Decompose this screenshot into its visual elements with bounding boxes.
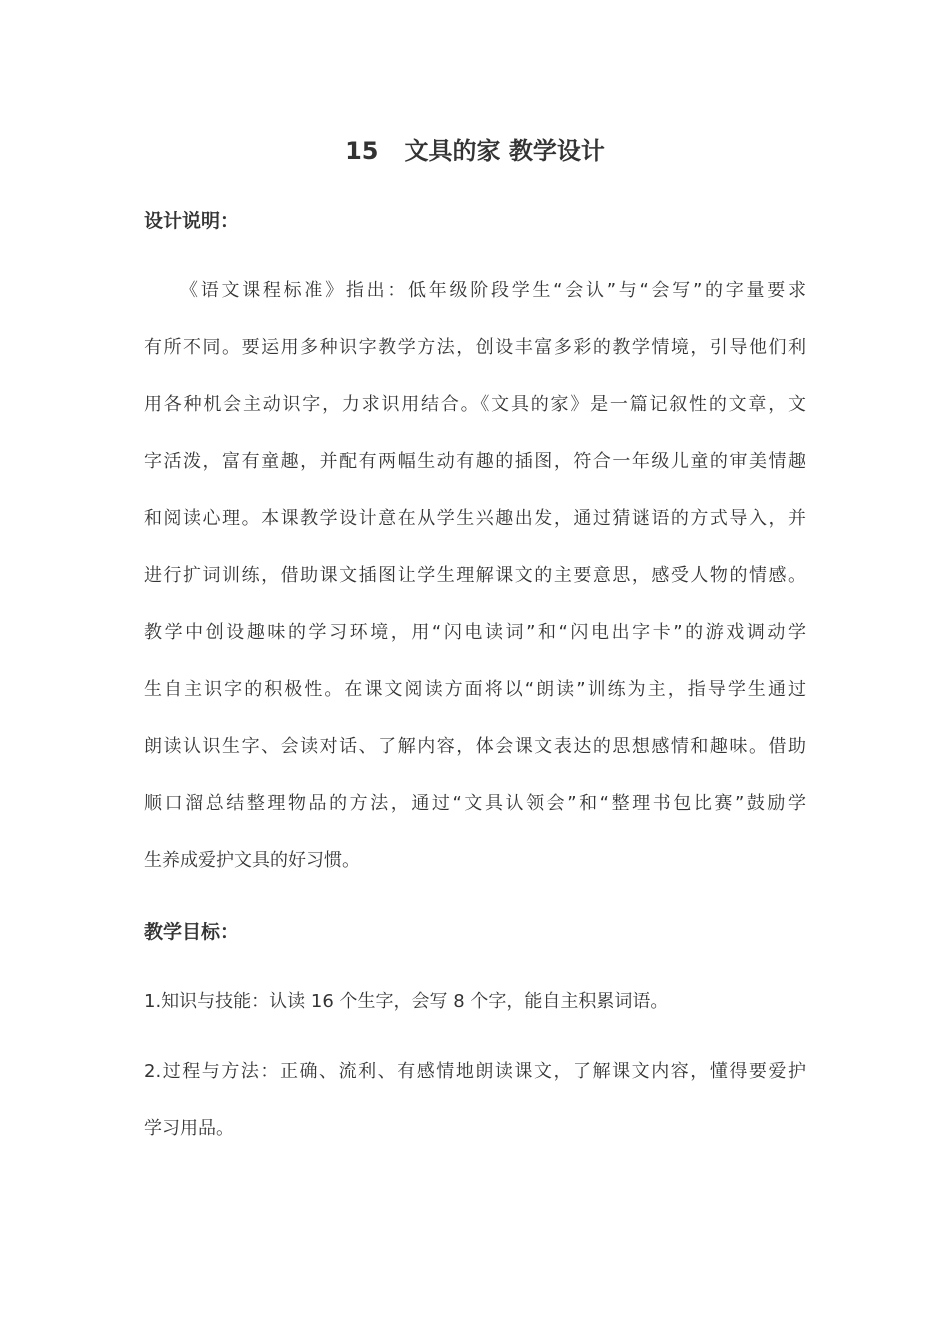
paragraph-line: 字活泼，富有童趣，并配有两幅生动有趣的插图，符合一年级儿童的审美情趣 xyxy=(144,451,806,472)
paragraph-line: 朗读认识生字、会读对话、了解内容，体会课文表达的思想感情和趣味。借助 xyxy=(144,736,806,757)
paragraph-line: 用各种机会主动识字，力求识用结合。《文具的家》是一篇记叙性的文章，文 xyxy=(144,394,806,415)
paragraph-line: 生养成爱护文具的好习惯。 xyxy=(144,850,360,871)
paragraph-line: 《语文课程标准》指出：低年级阶段学生“会认”与“会写”的字量要求 xyxy=(180,280,806,301)
goal-item-2-line: 2.过程与方法：正确、流利、有感情地朗读课文，了解课文内容，懂得要爱护 xyxy=(144,1061,806,1082)
paragraph-line: 教学中创设趣味的学习环境，用“闪电读词”和“闪电出字卡”的游戏调动学 xyxy=(144,622,806,643)
document-title xyxy=(0,133,950,169)
section-heading-design-notes: 设计说明： xyxy=(144,210,240,232)
paragraph-line: 进行扩词训练，借助课文插图让学生理解课文的主要意思，感受人物的情感。 xyxy=(144,565,806,586)
lesson-title: 文具的家 教学设计 xyxy=(404,137,605,165)
goal-item-2-line: 学习用品。 xyxy=(144,1118,234,1139)
section-heading-teaching-goals: 教学目标： xyxy=(144,921,240,943)
goal-item-1: 1.知识与技能：认读 16 个生字，会写 8 个字，能自主积累词语。 xyxy=(144,991,669,1012)
lesson-number: 15 xyxy=(345,137,379,165)
paragraph-line: 生自主识字的积极性。在课文阅读方面将以“朗读”训练为主，指导学生通过 xyxy=(144,679,806,700)
paragraph-line: 和阅读心理。本课教学设计意在从学生兴趣出发，通过猜谜语的方式导入，并 xyxy=(144,508,806,529)
paragraph-line: 顺口溜总结整理物品的方法，通过“文具认领会”和“整理书包比赛”鼓励学 xyxy=(144,793,806,814)
paragraph-line: 有所不同。要运用多种识字教学方法，创设丰富多彩的教学情境，引导他们利 xyxy=(144,337,806,358)
